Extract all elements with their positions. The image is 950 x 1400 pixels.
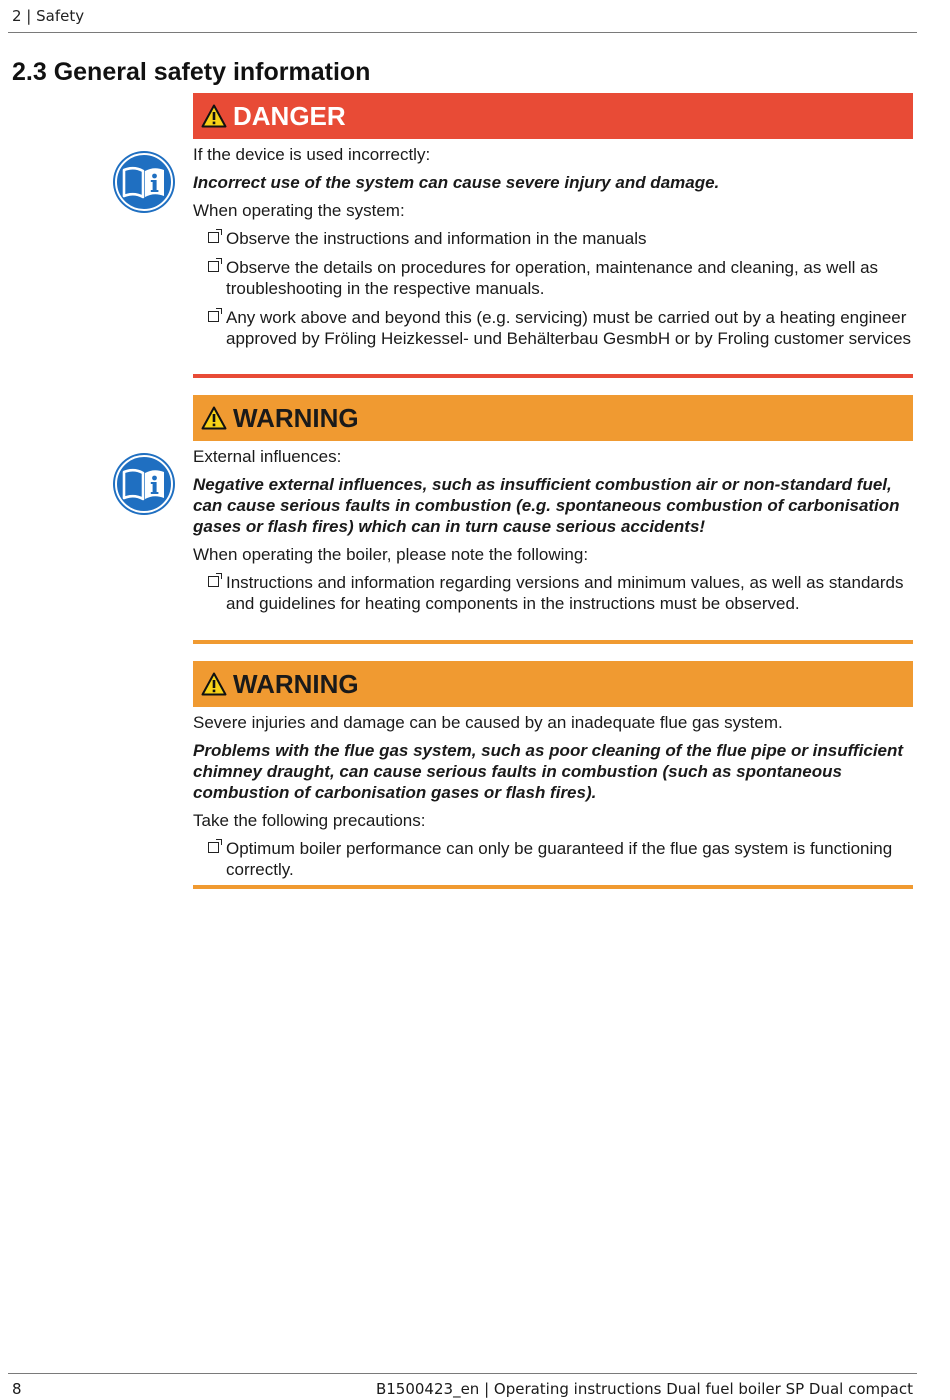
list-item: Optimum boiler performance can only be guaranteed if the flue gas system is functioning correctly. [193,838,913,880]
checkbox-step-icon [208,261,219,272]
checkbox-step-icon [208,311,219,322]
list-item: Observe the instructions and information in the manuals [193,228,913,249]
read-manual-info-icon [112,452,176,516]
warning-banner [193,395,913,441]
warning-end-rule [193,640,913,644]
read-manual-info-icon [112,150,176,214]
warning-notice-flue-gas [193,661,913,888]
warning-lead-text: Severe injuries and damage can be caused by an inadequate flue gas system. [193,713,783,732]
warning-signal-word: WARNING [233,402,359,433]
warning-signal-word: WARNING [233,668,359,699]
danger-banner [193,93,913,139]
danger-lead-text: If the device is used incorrectly: [193,145,431,164]
danger-end-rule [193,374,913,378]
warning-triangle-icon [201,104,227,128]
list-item: Instructions and information regarding versions and minimum values, as well as standards and guidelines for heating components in the instructions must be observed. [193,572,913,614]
checkbox-step-icon [208,576,219,587]
danger-step-list [193,228,913,349]
warning-notice-external [193,395,913,622]
warning-triangle-icon [201,672,227,696]
footer-divider [8,1373,917,1374]
header-divider [8,32,917,33]
section-title: 2.3 General safety information [12,58,371,86]
list-item: Observe the details on procedures for operation, maintenance and cleaning, as well as troubleshooting in the respective manuals. [193,257,913,299]
warning-step-list [193,572,913,614]
warning-intro-text: When operating the boiler, please note the following: [193,545,589,564]
danger-consequence-text: Incorrect use of the system can cause severe injury and damage. [193,173,720,192]
checkbox-step-icon [208,842,219,853]
list-item: Any work above and beyond this (e.g. servicing) must be carried out by a heating engineer approved by Fröling Heizkessel- und Behälterbau GesmbH or by Froling customer services [193,307,913,349]
danger-notice [193,93,913,357]
page-breadcrumb: 2 | Safety [12,7,85,25]
warning-consequence-text: Negative external influences, such as insufficient combustion air or non-standard fuel, can cause serious faults in combustion (e.g. spontaneous combustion of carbonisation gases or flash fires) which can in turn cause serious accidents! [193,475,900,536]
checkbox-step-icon [208,232,219,243]
page-number: 8 [12,1380,22,1398]
warning-banner [193,661,913,707]
warning-lead-text: External influences: [193,447,342,466]
danger-signal-word: DANGER [233,100,346,131]
warning-intro-text: Take the following precautions: [193,811,426,830]
document-reference: B1500423_en | Operating instructions Dual fuel boiler SP Dual compact [375,1380,913,1398]
warning-consequence-text: Problems with the flue gas system, such as poor cleaning of the flue pipe or insufficient chimney draught, can cause serious faults in combustion (such as spontaneous combustion of carbonisation gases or flash fires). [193,741,904,802]
warning-end-rule [193,885,913,889]
danger-intro-text: When operating the system: [193,201,405,220]
warning-triangle-icon [201,406,227,430]
warning-step-list [193,838,913,880]
